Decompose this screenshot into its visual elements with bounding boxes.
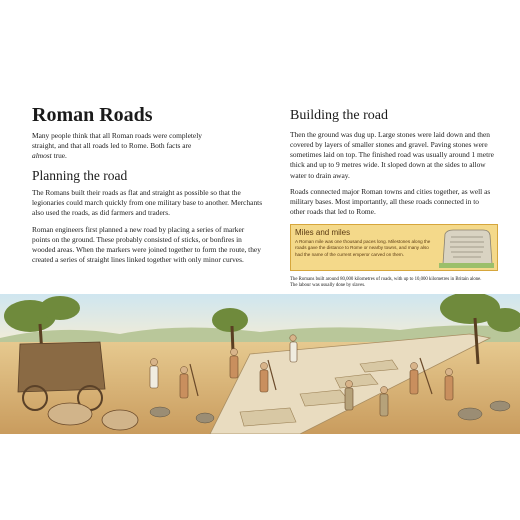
intro-line-3 — [32, 151, 264, 161]
illustration-caption: The Romans built around 80,000 kilometres of roads, with up to 10,000 kilometres in Britain alone. The labour was usually done by slaves. — [290, 276, 482, 289]
building-paragraph-1: Then the ground was dug up. Large stones were laid down and then covered by layers of smaller stones and gravel. Paving stones were sometimes laid on top. The finished road was usually around 1 metre thick and up to 9 metres wide. It sloped down at the sides to allow water to drain away. — [290, 129, 494, 180]
planning-paragraph-1: The Romans built their roads as flat and straight as possible so that the legionaries could march quickly from one military base to another. Merchants also used the roads, as did farmers and traders. — [32, 187, 263, 218]
milestone-illustration — [439, 228, 494, 268]
miles-callout-box — [290, 224, 498, 271]
page-title: Roman Roads — [32, 104, 153, 126]
planning-heading: Planning the road — [32, 167, 128, 183]
callout-text: A Roman mile was one thousand paces long. Milestones along the roads gave the distance to Rome or nearby towns, and many also had the name of the current emperor carved on them. — [295, 238, 431, 257]
left-column — [32, 104, 264, 271]
planning-paragraph-2: Roman engineers first planned a new road by placing a series of marker points on the ground. These probably consisted of sticks, or bonfires in wooded areas. When the markers were joined together to form the route, they created a series of straight lines linked together with only minor curves. — [32, 224, 261, 265]
intro-paragraph — [32, 131, 264, 162]
building-paragraph-2: Roads connected major Roman towns and cities together, as well as military bases. Most importantly, all these roads connected in to other roads that led to Rome. — [290, 186, 491, 217]
intro-line-1: Many people think that all Roman roads were completely — [32, 131, 202, 140]
building-heading: Building the road — [290, 108, 388, 123]
right-column — [290, 108, 495, 289]
callout-title: Miles and miles — [295, 227, 351, 237]
intro-italic-word: almost — [32, 151, 52, 161]
intro-line-3-rest: true. — [51, 151, 67, 161]
intro-line-2: straight, and that all roads led to Rome. Both facts are — [32, 141, 192, 151]
road-building-illustration — [0, 294, 520, 434]
